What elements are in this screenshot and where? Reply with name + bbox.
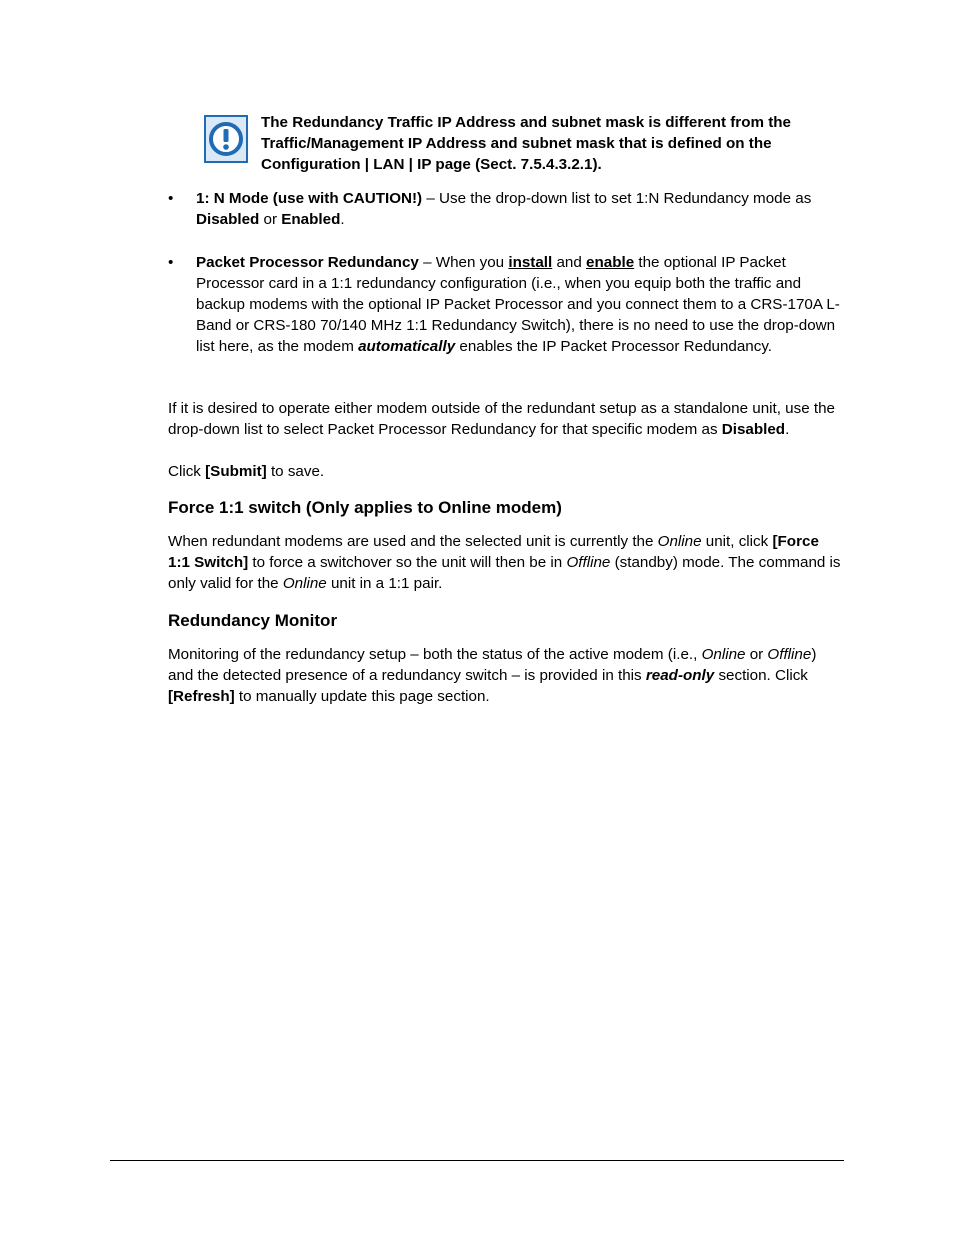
bold-run: Disabled xyxy=(196,211,260,228)
bold-run: [Refresh] xyxy=(168,688,235,705)
text-run: (standby) mode. The command is only valid for the xyxy=(168,554,841,592)
term: 1: N Mode (use with CAUTION!) xyxy=(196,190,423,207)
text-run: Click xyxy=(168,463,206,480)
text-run: unit in a 1:1 pair. xyxy=(326,575,443,592)
bold-italic-run: automatically xyxy=(358,338,456,355)
text-run: – Use the drop-down list to set 1:N Redundancy mode as xyxy=(422,190,812,207)
paragraph-force-switch xyxy=(168,531,844,594)
italic-run: Offline xyxy=(566,554,611,571)
paragraph-redundancy-monitor xyxy=(168,644,844,707)
italic-run: Online xyxy=(657,533,702,550)
bullet-dot: • xyxy=(168,190,174,207)
text-run: . xyxy=(340,211,345,228)
info-alert-icon xyxy=(204,115,248,163)
note-text: The Redundancy Traffic IP Address and subnet mask is different from the Traffic/Management IP Address and subnet mask that is defined on the Configuration | LAN | IP page (Sect. 7.5.4.3.2.1). xyxy=(261,114,791,173)
footer-divider xyxy=(110,1160,844,1161)
text-run: unit, click xyxy=(701,533,773,550)
list-item-text xyxy=(196,188,844,230)
text-run: If it is desired to operate either modem outside of the redundant setup as a standalone unit, use the drop-down list to select Packet Processor Redundancy for that specific modem as xyxy=(168,400,835,438)
italic-run: Online xyxy=(701,646,746,663)
bold-italic-run: read-only xyxy=(645,667,715,684)
text-run: or xyxy=(259,211,282,228)
text-run: When redundant modems are used and the selected unit is currently the xyxy=(168,533,658,550)
text-run: to manually update this page section. xyxy=(234,688,490,705)
text-run: and xyxy=(552,254,587,271)
bullet-dot: • xyxy=(168,254,174,271)
bold-run: [Submit] xyxy=(205,463,267,480)
text-run: section. Click xyxy=(714,667,808,684)
text-run: Monitoring of the redundancy setup – both the status of the active modem (i.e., xyxy=(168,646,702,663)
text-run: to save. xyxy=(266,463,325,480)
bold-run: [Force 1:1 Switch] xyxy=(168,533,819,571)
bold-underline-run: enable xyxy=(586,254,635,271)
text-run: . xyxy=(785,421,790,438)
text-run: to force a switchover so the unit will then be in xyxy=(248,554,567,571)
paragraph-standalone xyxy=(168,398,844,440)
paragraph-click-submit xyxy=(168,461,844,482)
text-run: the optional IP Packet Processor card in a 1:1 redundancy configuration (i.e., when you equip both the traffic and backup modems with the optional IP Packet Processor and you connect them to a CRS-170A L-Band or CRS-180 70/140 MHz 1:1 Redundancy Switch), there is no need to use the drop-down list here, as the modem xyxy=(196,254,840,355)
list-item-text xyxy=(196,252,844,357)
text-run: ) and the detected presence of a redundancy switch – is provided in this xyxy=(168,646,817,684)
text-run: or xyxy=(745,646,768,663)
italic-run: Online xyxy=(282,575,327,592)
section-heading-redundancy-monitor: Redundancy Monitor xyxy=(168,611,338,630)
text-run: – When you xyxy=(418,254,509,271)
section-heading-force-switch: Force 1:1 switch (Only applies to Online modem) xyxy=(168,498,562,517)
bold-run: Disabled xyxy=(721,421,786,438)
term: Packet Processor Redundancy xyxy=(196,254,419,271)
bold-underline-run: install xyxy=(508,254,553,271)
italic-run: Offline xyxy=(767,646,812,663)
bold-run: Enabled xyxy=(281,211,341,228)
text-run: enables the IP Packet Processor Redundancy. xyxy=(455,338,773,355)
